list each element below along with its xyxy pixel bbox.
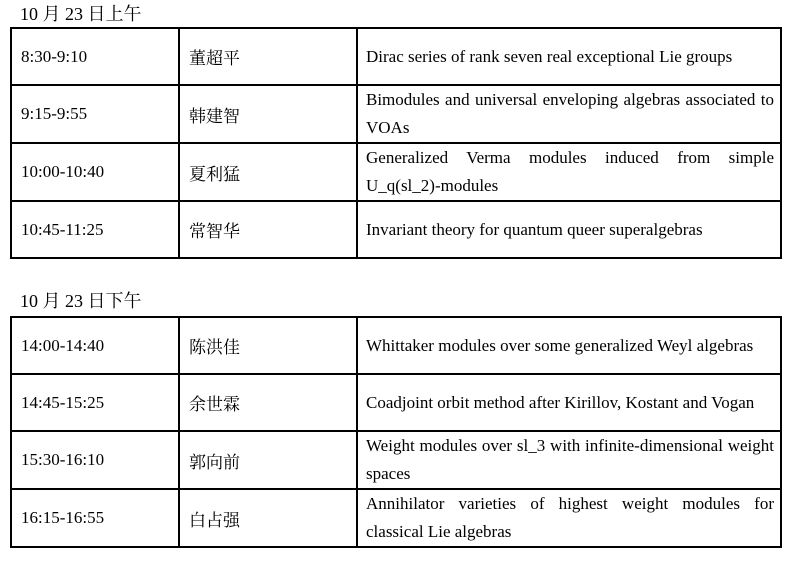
time-cell: 10:45-11:25 <box>11 201 179 258</box>
schedule-table-morning <box>10 27 782 259</box>
time-cell: 10:00-10:40 <box>11 143 179 201</box>
speaker-cell: 夏利猛 <box>179 143 357 201</box>
title-cell: Coadjoint orbit method after Kirillov, Kostant and Vogan <box>357 374 781 431</box>
title-cell: Generalized Verma modules induced from simple U_q(sl_2)-modules <box>357 143 781 201</box>
table-row <box>11 374 781 431</box>
speaker-cell: 韩建智 <box>179 85 357 143</box>
session-heading-afternoon: 10 月 23 日下午 <box>20 291 142 311</box>
time-cell: 14:00-14:40 <box>11 317 179 374</box>
time-cell: 8:30-9:10 <box>11 28 179 85</box>
title-cell: Invariant theory for quantum queer superalgebras <box>357 201 781 258</box>
title-cell: Weight modules over sl_3 with infinite-dimensional weight spaces <box>357 431 781 489</box>
table-row <box>11 143 781 201</box>
speaker-cell: 余世霖 <box>179 374 357 431</box>
speaker-cell: 董超平 <box>179 28 357 85</box>
table-row <box>11 28 781 85</box>
time-cell: 15:30-16:10 <box>11 431 179 489</box>
table-row <box>11 85 781 143</box>
speaker-cell: 陈洪佳 <box>179 317 357 374</box>
table-row <box>11 201 781 258</box>
table-row <box>11 431 781 489</box>
speaker-cell: 常智华 <box>179 201 357 258</box>
time-cell: 16:15-16:55 <box>11 489 179 547</box>
table-row <box>11 489 781 547</box>
title-cell: Dirac series of rank seven real exceptional Lie groups <box>357 28 781 85</box>
title-cell: Whittaker modules over some generalized Weyl algebras <box>357 317 781 374</box>
time-cell: 14:45-15:25 <box>11 374 179 431</box>
speaker-cell: 白占强 <box>179 489 357 547</box>
title-cell: Bimodules and universal enveloping algebras associated to VOAs <box>357 85 781 143</box>
session-heading-morning: 10 月 23 日上午 <box>20 4 142 24</box>
speaker-cell: 郭向前 <box>179 431 357 489</box>
table-row <box>11 317 781 374</box>
schedule-table-afternoon <box>10 316 782 548</box>
time-cell: 9:15-9:55 <box>11 85 179 143</box>
title-cell: Annihilator varieties of highest weight modules for classical Lie algebras <box>357 489 781 547</box>
